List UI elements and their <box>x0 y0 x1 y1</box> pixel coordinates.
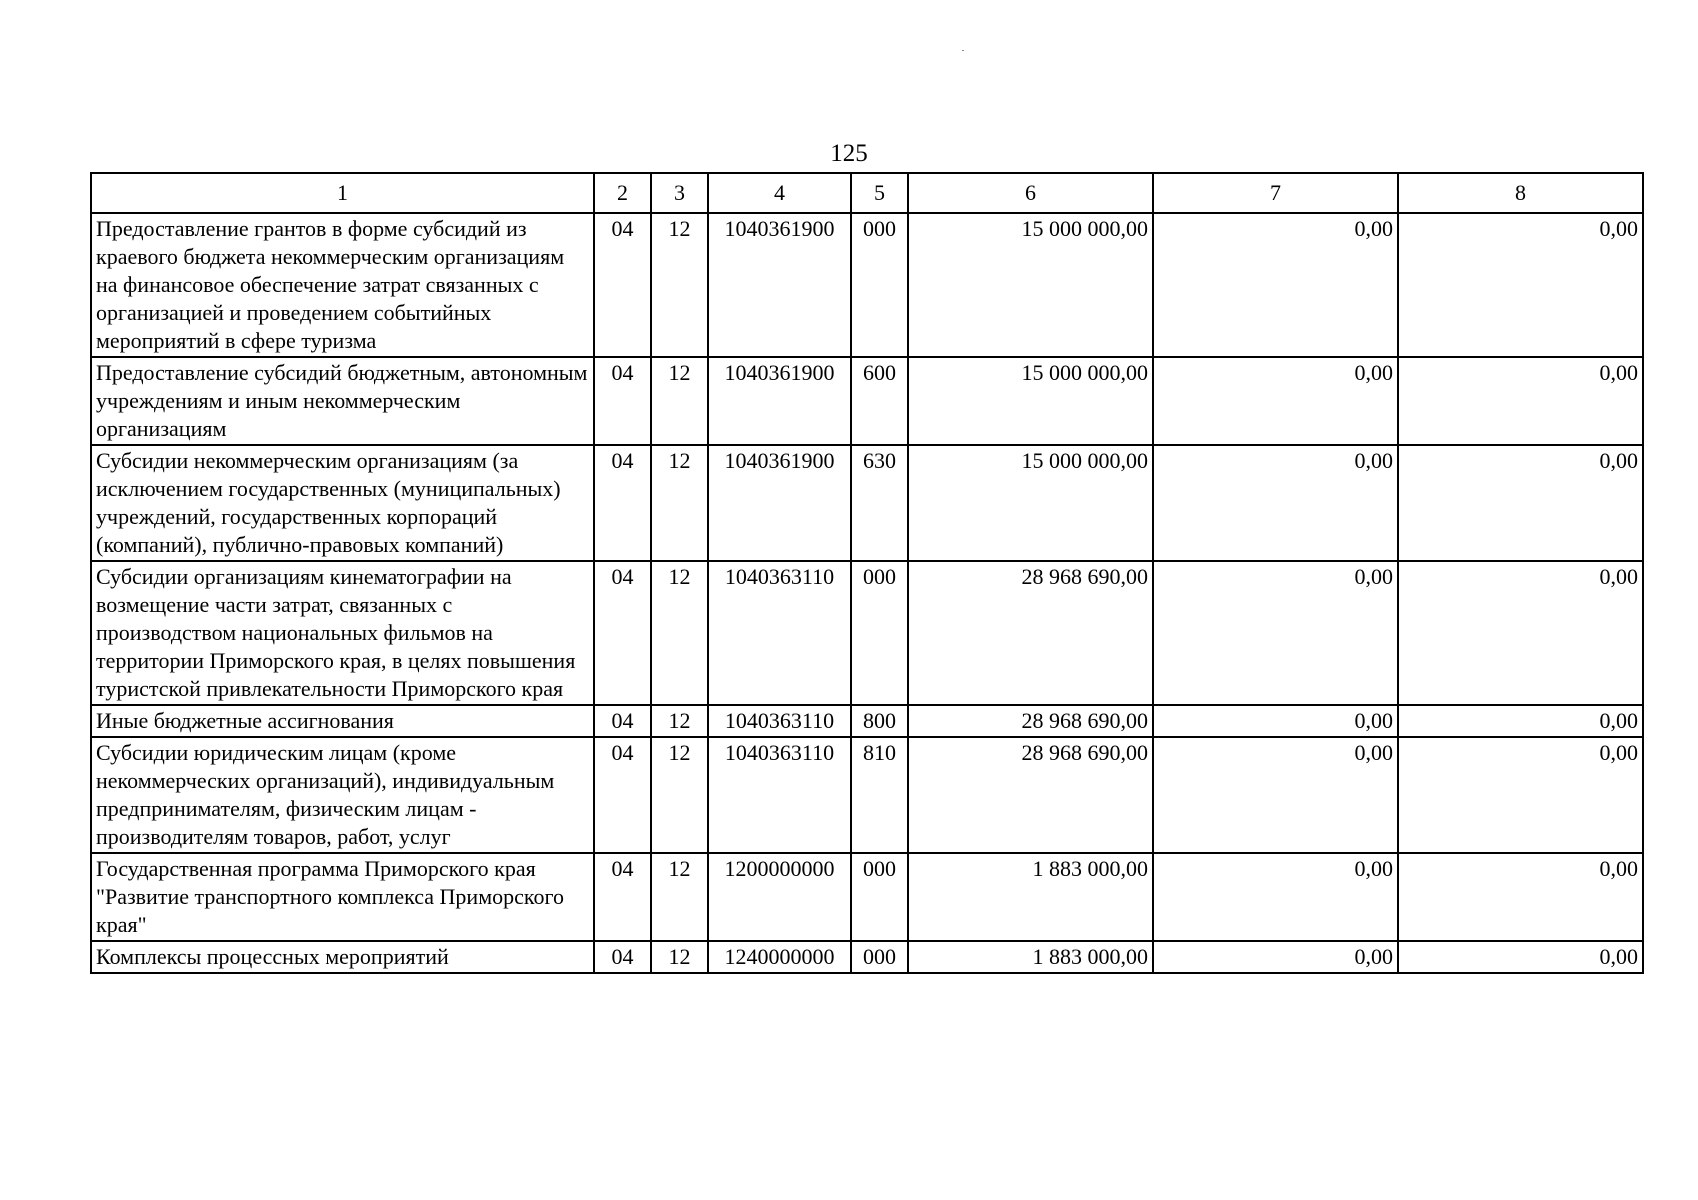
amount-col-7: 0,00 <box>1153 445 1398 561</box>
table-row <box>91 445 1643 561</box>
expense-type-code: 000 <box>851 561 908 705</box>
expense-type-code: 810 <box>851 737 908 853</box>
row-name: Предоставление субсидий бюджетным, автономным учреждениям и иным некоммерческим организациям <box>91 357 594 445</box>
subsection-code: 12 <box>651 705 708 737</box>
amount-col-8: 0,00 <box>1398 941 1643 973</box>
amount-col-6: 1 883 000,00 <box>908 853 1153 941</box>
target-article-code: 1040363110 <box>708 561 851 705</box>
amount-col-6: 15 000 000,00 <box>908 357 1153 445</box>
target-article-code: 1200000000 <box>708 853 851 941</box>
amount-col-8: 0,00 <box>1398 561 1643 705</box>
amount-col-8: 0,00 <box>1398 705 1643 737</box>
budget-table <box>90 172 1644 974</box>
column-header: 2 <box>594 173 651 213</box>
target-article-code: 1040363110 <box>708 737 851 853</box>
row-name: Субсидии юридическим лицам (кроме некоммерческих организаций), индивидуальным предпринимателям, физическим лицам - производителям товаров, работ, услуг <box>91 737 594 853</box>
target-article-code: 1040363110 <box>708 705 851 737</box>
column-header: 6 <box>908 173 1153 213</box>
subsection-code: 12 <box>651 357 708 445</box>
subsection-code: 12 <box>651 737 708 853</box>
section-code: 04 <box>594 853 651 941</box>
table-row <box>91 941 1643 973</box>
column-header: 3 <box>651 173 708 213</box>
row-name: Иные бюджетные ассигнования <box>91 705 594 737</box>
target-article-code: 1040361900 <box>708 357 851 445</box>
target-article-code: 1040361900 <box>708 445 851 561</box>
amount-col-8: 0,00 <box>1398 445 1643 561</box>
section-code: 04 <box>594 705 651 737</box>
table-row <box>91 737 1643 853</box>
row-name: Субсидии некоммерческим организациям (за исключением государственных (муниципальных) учреждений, государственных корпораций (компаний), публично-правовых компаний) <box>91 445 594 561</box>
section-code: 04 <box>594 737 651 853</box>
expense-type-code: 000 <box>851 941 908 973</box>
section-code: 04 <box>594 357 651 445</box>
expense-type-code: 600 <box>851 357 908 445</box>
table-row <box>91 357 1643 445</box>
section-code: 04 <box>594 561 651 705</box>
subsection-code: 12 <box>651 853 708 941</box>
expense-type-code: 000 <box>851 853 908 941</box>
row-name: Государственная программа Приморского края "Развитие транспортного комплекса Приморского края" <box>91 853 594 941</box>
amount-col-7: 0,00 <box>1153 705 1398 737</box>
amount-col-7: 0,00 <box>1153 941 1398 973</box>
amount-col-7: 0,00 <box>1153 357 1398 445</box>
table-row <box>91 213 1643 357</box>
expense-type-code: 630 <box>851 445 908 561</box>
table-row <box>91 561 1643 705</box>
expense-type-code: 800 <box>851 705 908 737</box>
amount-col-7: 0,00 <box>1153 561 1398 705</box>
amount-col-7: 0,00 <box>1153 853 1398 941</box>
amount-col-6: 1 883 000,00 <box>908 941 1153 973</box>
amount-col-8: 0,00 <box>1398 213 1643 357</box>
section-code: 04 <box>594 213 651 357</box>
target-article-code: 1040361900 <box>708 213 851 357</box>
column-header: 8 <box>1398 173 1643 213</box>
amount-col-6: 28 968 690,00 <box>908 561 1153 705</box>
row-name: Предоставление грантов в форме субсидий из краевого бюджета некоммерческим организациям на финансовое обеспечение затрат связанных с организацией и проведением событийных мероприятий в сфере туризма <box>91 213 594 357</box>
table-row <box>91 853 1643 941</box>
amount-col-6: 28 968 690,00 <box>908 705 1153 737</box>
table-header-row <box>91 173 1643 213</box>
subsection-code: 12 <box>651 213 708 357</box>
amount-col-6: 15 000 000,00 <box>908 445 1153 561</box>
table-row <box>91 705 1643 737</box>
amount-col-8: 0,00 <box>1398 357 1643 445</box>
row-name: Субсидии организациям кинематографии на возмещение части затрат, связанных с производством национальных фильмов на территории Приморского края, в целях повышения туристской привлекательности Приморского края <box>91 561 594 705</box>
section-code: 04 <box>594 445 651 561</box>
row-name: Комплексы процессных мероприятий <box>91 941 594 973</box>
subsection-code: 12 <box>651 941 708 973</box>
subsection-code: 12 <box>651 561 708 705</box>
target-article-code: 1240000000 <box>708 941 851 973</box>
page-number: 125 <box>830 140 868 167</box>
column-header: 7 <box>1153 173 1398 213</box>
column-header: 4 <box>708 173 851 213</box>
column-header: 1 <box>91 173 594 213</box>
amount-col-8: 0,00 <box>1398 853 1643 941</box>
subsection-code: 12 <box>651 445 708 561</box>
column-header: 5 <box>851 173 908 213</box>
amount-col-7: 0,00 <box>1153 213 1398 357</box>
section-code: 04 <box>594 941 651 973</box>
amount-col-6: 15 000 000,00 <box>908 213 1153 357</box>
scan-speck <box>962 50 964 51</box>
amount-col-7: 0,00 <box>1153 737 1398 853</box>
amount-col-6: 28 968 690,00 <box>908 737 1153 853</box>
amount-col-8: 0,00 <box>1398 737 1643 853</box>
expense-type-code: 000 <box>851 213 908 357</box>
